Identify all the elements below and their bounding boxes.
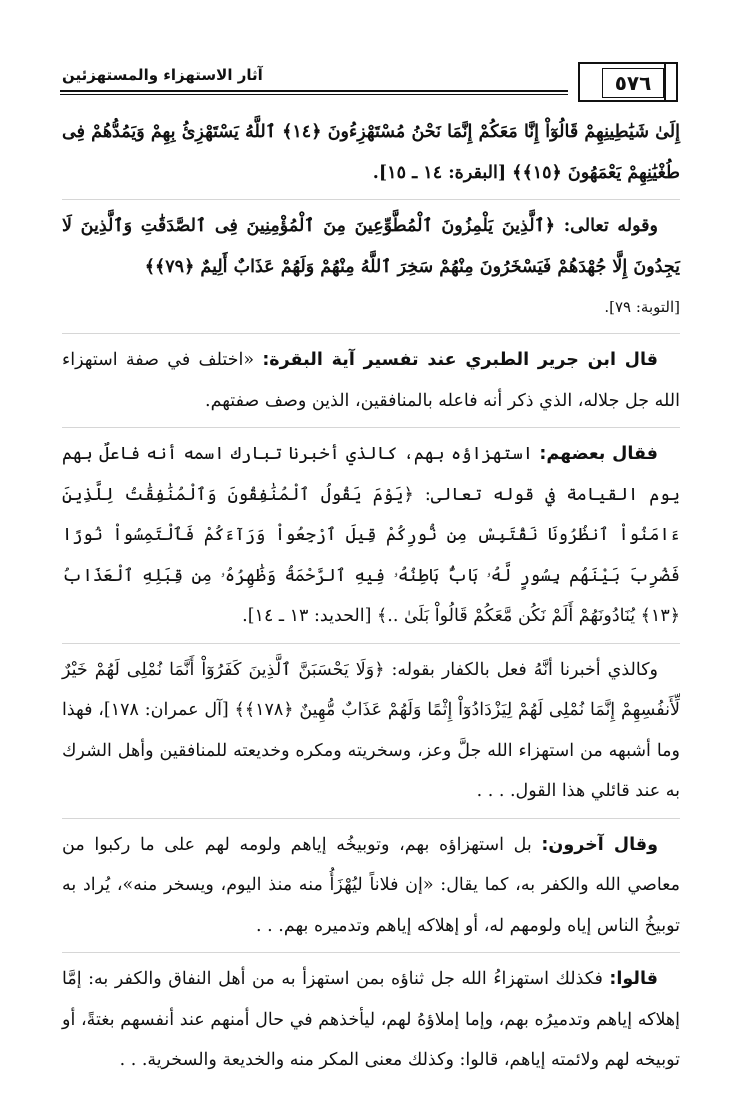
paragraph-separator: [62, 952, 680, 953]
paragraph-lead: قال ابن جرير الطبري عند تفسير آية البقرة:: [262, 350, 658, 370]
running-title: آثار الاستهزاء والمستهزئين: [62, 66, 263, 84]
paragraph-text: فكذلك استهزاءُ الله جل ثناؤه بمن استهزأ به من أهل النفاق والكفر به: إمَّا إهلاكه إياهم وتدميرُه بهم، وإما إملاؤهُ لهم، ليأخذهم في حال أمنهم عند أنفسهم بغتةً، أو توبيخه لهم ولائمته إياهم، قالوا: وكذلك معنى المكر منه والخديعة والسخرية. . .: [62, 969, 680, 1070]
paragraph-text: بل استهزاؤه بهم، وتوبيخُه إياهم ولومه لهم على ما ركبوا من معاصي الله والكفر به، كما يقال: «إن فلاناً ليُهْزَأُ منه منذ اليوم، ويسخر منه»، يُراد به توبيخُ الناس إياه ولومهم له، أو إهلاكه إياهم وتدميره بهم. . .: [62, 834, 680, 936]
paragraph-separator: [62, 333, 680, 334]
paragraph-tabari: [62, 340, 680, 421]
paragraph-second-opinion: [62, 825, 680, 947]
paragraph-they-said: [62, 959, 680, 1081]
paragraph-separator: [62, 427, 680, 428]
page-number: ٥٧٦: [602, 68, 664, 98]
paragraph-separator: [62, 818, 680, 819]
paragraph-text: وكالذي أخبرنا أنَّهُ فعل بالكفار بقوله: ﴿وَلَا يَحْسَبَنَّ ٱلَّذِينَ كَفَرُوٓاْ أَنَّمَا نُمْلِى لَهُمْ خَيْرٌ لِّأَنفُسِهِمْ إِنَّمَا نُمْلِى لَهُمْ لِيَزْدَادُوٓاْ إِثْمًا وَلَهُمْ عَذَابٌ مُّهِينٌ ﴿١٧٨﴾﴾ [آل عمران: ١٧٨]، فهذا وما أشبهه من استهزاء الله جلَّ وعز، وسخريته ومكره وخديعته للمنافقين وأهل الشرك به عند قائلي هذا القول. . . .: [62, 659, 680, 801]
paragraph-separator: [62, 199, 680, 200]
paragraph-text: «اختلف في صفة استهزاء الله جل جلاله، الذي ذكر أنه فاعله بالمنافقين، الذين وصف صفتهم.: [62, 350, 680, 411]
paragraph-first-opinion: [62, 434, 680, 637]
page-header: [60, 62, 680, 106]
page-body: [62, 112, 680, 1081]
paragraph-verse-tawba: [62, 206, 680, 287]
page-number-frame-stub: [664, 64, 676, 100]
paragraph-lead: فقال بعضهم:: [539, 444, 658, 464]
header-rule: [60, 90, 568, 92]
paragraph-text: وقوله تعالى: ﴿ٱلَّذِينَ يَلْمِزُونَ ٱلْمُطَّوِّعِينَ مِنَ ٱلْمُؤْمِنِينَ فِى ٱلصَّدَقَٰتِ وَٱلَّذِينَ لَا يَجِدُونَ إِلَّا جُهْدَهُمْ فَيَسْخَرُونَ مِنْهُمْ سَخِرَ ٱللَّهُ مِنْهُمْ وَلَهُمْ عَذَابٌ أَلِيمٌ ﴿٧٩﴾﴾: [62, 216, 680, 277]
paragraph-text: استهزاؤه بهم، كالذي أخبرنا تبارك اسمه أنه فاعلٌ بهم يوم القيامة في قوله تعالى: ﴿يَوْمَ يَقُولُ ٱلْمُنَٰفِقُونَ وَٱلْمُنَٰفِقَٰتُ لِلَّذِينَ ءَامَنُواْ ٱنظُرُونَا نَقْتَبِسْ مِن نُّورِكُمْ قِيلَ ٱرْجِعُواْ وَرَآءَكُمْ فَٱلْتَمِسُواْ نُورًا فَضُرِبَ بَيْنَهُم بِسُورٍ لَّهُۥ بَابٌۢ بَاطِنُهُۥ فِيهِ ٱلرَّحْمَةُ وَظَٰهِرُهُۥ مِن قِبَلِهِ ٱلْعَذَابُ ﴿١٣﴾ يُنَادُونَهُمْ أَلَمْ نَكُن مَّعَكُمْ قَالُواْ بَلَىٰ ..﴾ [الحديد: ١٣ ـ ١٤].: [62, 444, 680, 626]
paragraph-lead: وقال آخرون:: [541, 834, 658, 855]
paragraph-kuffar: [62, 650, 680, 812]
paragraph-lead: قالوا:: [609, 969, 658, 989]
paragraph-verse-continuation: [62, 112, 680, 193]
header-rule-thin: [60, 94, 568, 95]
verse-reference: [التوبة: ٧٩].: [604, 298, 680, 316]
page-number-frame: [578, 62, 678, 102]
paragraph-text: إِلَىٰ شَيَٰطِينِهِمْ قَالُوٓاْ إِنَّا مَعَكُمْ إِنَّمَا نَحْنُ مُسْتَهْزِءُونَ ﴿١٤﴾ ٱللَّهُ يَسْتَهْزِئُ بِهِمْ وَيَمُدُّهُمْ فِى طُغْيَٰنِهِمْ يَعْمَهُونَ ﴿١٥﴾﴾ [البقرة: ١٤ ـ ١٥].: [62, 122, 680, 183]
paragraph-separator: [62, 643, 680, 644]
